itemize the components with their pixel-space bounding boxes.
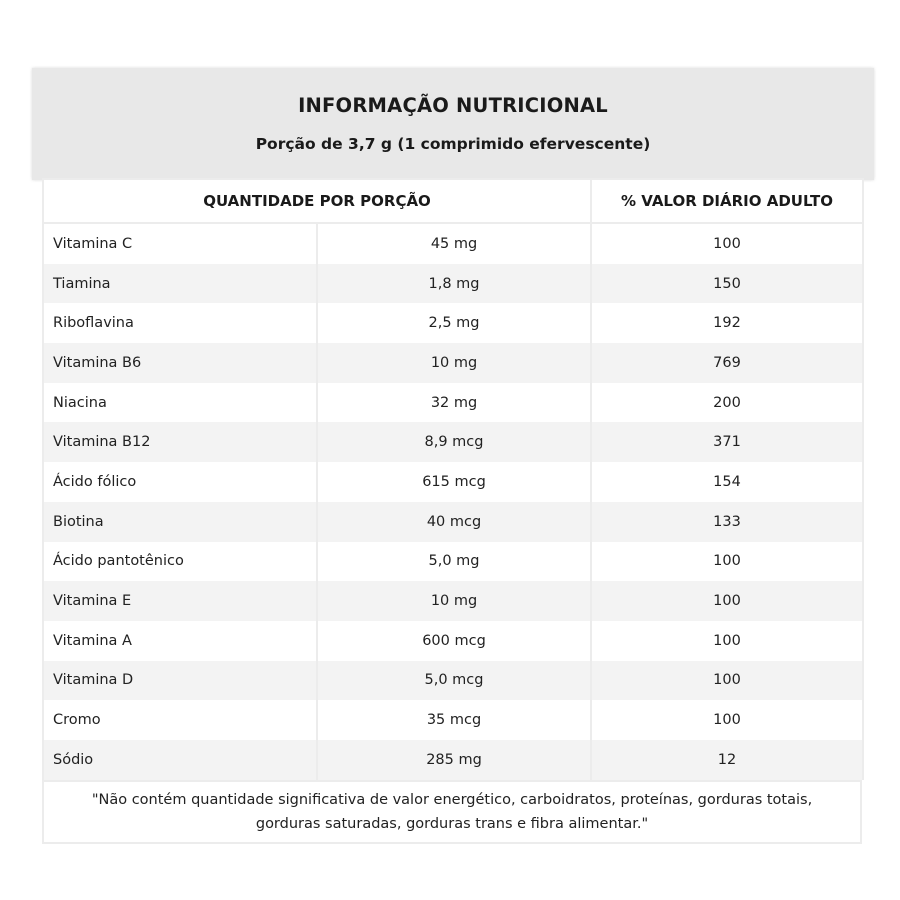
nutrient-daily-value: 100 bbox=[591, 581, 863, 621]
nutrition-table bbox=[42, 178, 864, 780]
nutrient-name: Ácido fólico bbox=[43, 462, 317, 502]
table-row bbox=[43, 700, 863, 740]
nutrient-daily-value: 100 bbox=[591, 700, 863, 740]
table-row bbox=[43, 542, 863, 582]
nutrient-daily-value: 154 bbox=[591, 462, 863, 502]
page-title: INFORMAÇÃO NUTRICIONAL bbox=[298, 94, 608, 117]
nutrient-daily-value: 100 bbox=[591, 621, 863, 661]
nutrient-daily-value: 12 bbox=[591, 740, 863, 780]
nutrient-name: Vitamina C bbox=[43, 223, 317, 264]
nutrient-name: Biotina bbox=[43, 502, 317, 542]
nutrient-name: Tiamina bbox=[43, 264, 317, 304]
nutrient-name: Sódio bbox=[43, 740, 317, 780]
column-header-daily-value: % VALOR DIÁRIO ADULTO bbox=[591, 179, 863, 223]
footnote bbox=[42, 780, 862, 844]
nutrient-amount: 600 mcg bbox=[317, 621, 591, 661]
table-header-row bbox=[43, 179, 863, 223]
footnote-line-2: gorduras saturadas, gorduras trans e fibra alimentar." bbox=[255, 816, 649, 832]
nutrient-amount: 1,8 mg bbox=[317, 264, 591, 304]
table-row bbox=[43, 502, 863, 542]
nutrient-daily-value: 769 bbox=[591, 343, 863, 383]
table-row bbox=[43, 264, 863, 304]
table-row bbox=[43, 581, 863, 621]
nutrient-amount: 35 mcg bbox=[317, 700, 591, 740]
nutrient-name: Ácido pantotênico bbox=[43, 542, 317, 582]
serving-size: Porção de 3,7 g (1 comprimido efervescente) bbox=[255, 135, 651, 153]
nutrient-amount: 285 mg bbox=[317, 740, 591, 780]
nutrient-amount: 45 mg bbox=[317, 223, 591, 264]
nutrient-daily-value: 371 bbox=[591, 422, 863, 462]
nutrient-name: Cromo bbox=[43, 700, 317, 740]
column-header-amount: QUANTIDADE POR PORÇÃO bbox=[43, 179, 591, 223]
table-row bbox=[43, 343, 863, 383]
table-row bbox=[43, 303, 863, 343]
nutrient-name: Riboflavina bbox=[43, 303, 317, 343]
nutrient-daily-value: 133 bbox=[591, 502, 863, 542]
table-row bbox=[43, 740, 863, 780]
nutrient-amount: 5,0 mg bbox=[317, 542, 591, 582]
nutrient-name: Vitamina B12 bbox=[43, 422, 317, 462]
nutrient-amount: 10 mg bbox=[317, 581, 591, 621]
table-row bbox=[43, 462, 863, 502]
nutrient-daily-value: 100 bbox=[591, 542, 863, 582]
nutrient-name: Vitamina B6 bbox=[43, 343, 317, 383]
nutrient-name: Vitamina E bbox=[43, 581, 317, 621]
nutrient-amount: 32 mg bbox=[317, 383, 591, 423]
header-panel bbox=[32, 68, 874, 180]
nutrient-name: Vitamina A bbox=[43, 621, 317, 661]
footnote-line-1: "Não contém quantidade significativa de valor energético, carboidratos, proteínas, gorduras totais, bbox=[91, 792, 813, 808]
table-row bbox=[43, 422, 863, 462]
table-row bbox=[43, 223, 863, 264]
nutrient-name: Vitamina D bbox=[43, 661, 317, 701]
nutrient-daily-value: 200 bbox=[591, 383, 863, 423]
nutrient-amount: 8,9 mcg bbox=[317, 422, 591, 462]
nutrient-daily-value: 100 bbox=[591, 661, 863, 701]
table-row bbox=[43, 621, 863, 661]
nutrient-daily-value: 192 bbox=[591, 303, 863, 343]
nutrient-daily-value: 100 bbox=[591, 223, 863, 264]
table-row bbox=[43, 383, 863, 423]
nutrient-name: Niacina bbox=[43, 383, 317, 423]
table-row bbox=[43, 661, 863, 701]
nutrient-amount: 2,5 mg bbox=[317, 303, 591, 343]
nutrient-amount: 5,0 mcg bbox=[317, 661, 591, 701]
nutrient-amount: 10 mg bbox=[317, 343, 591, 383]
nutrient-amount: 615 mcg bbox=[317, 462, 591, 502]
nutrient-daily-value: 150 bbox=[591, 264, 863, 304]
nutrient-amount: 40 mcg bbox=[317, 502, 591, 542]
